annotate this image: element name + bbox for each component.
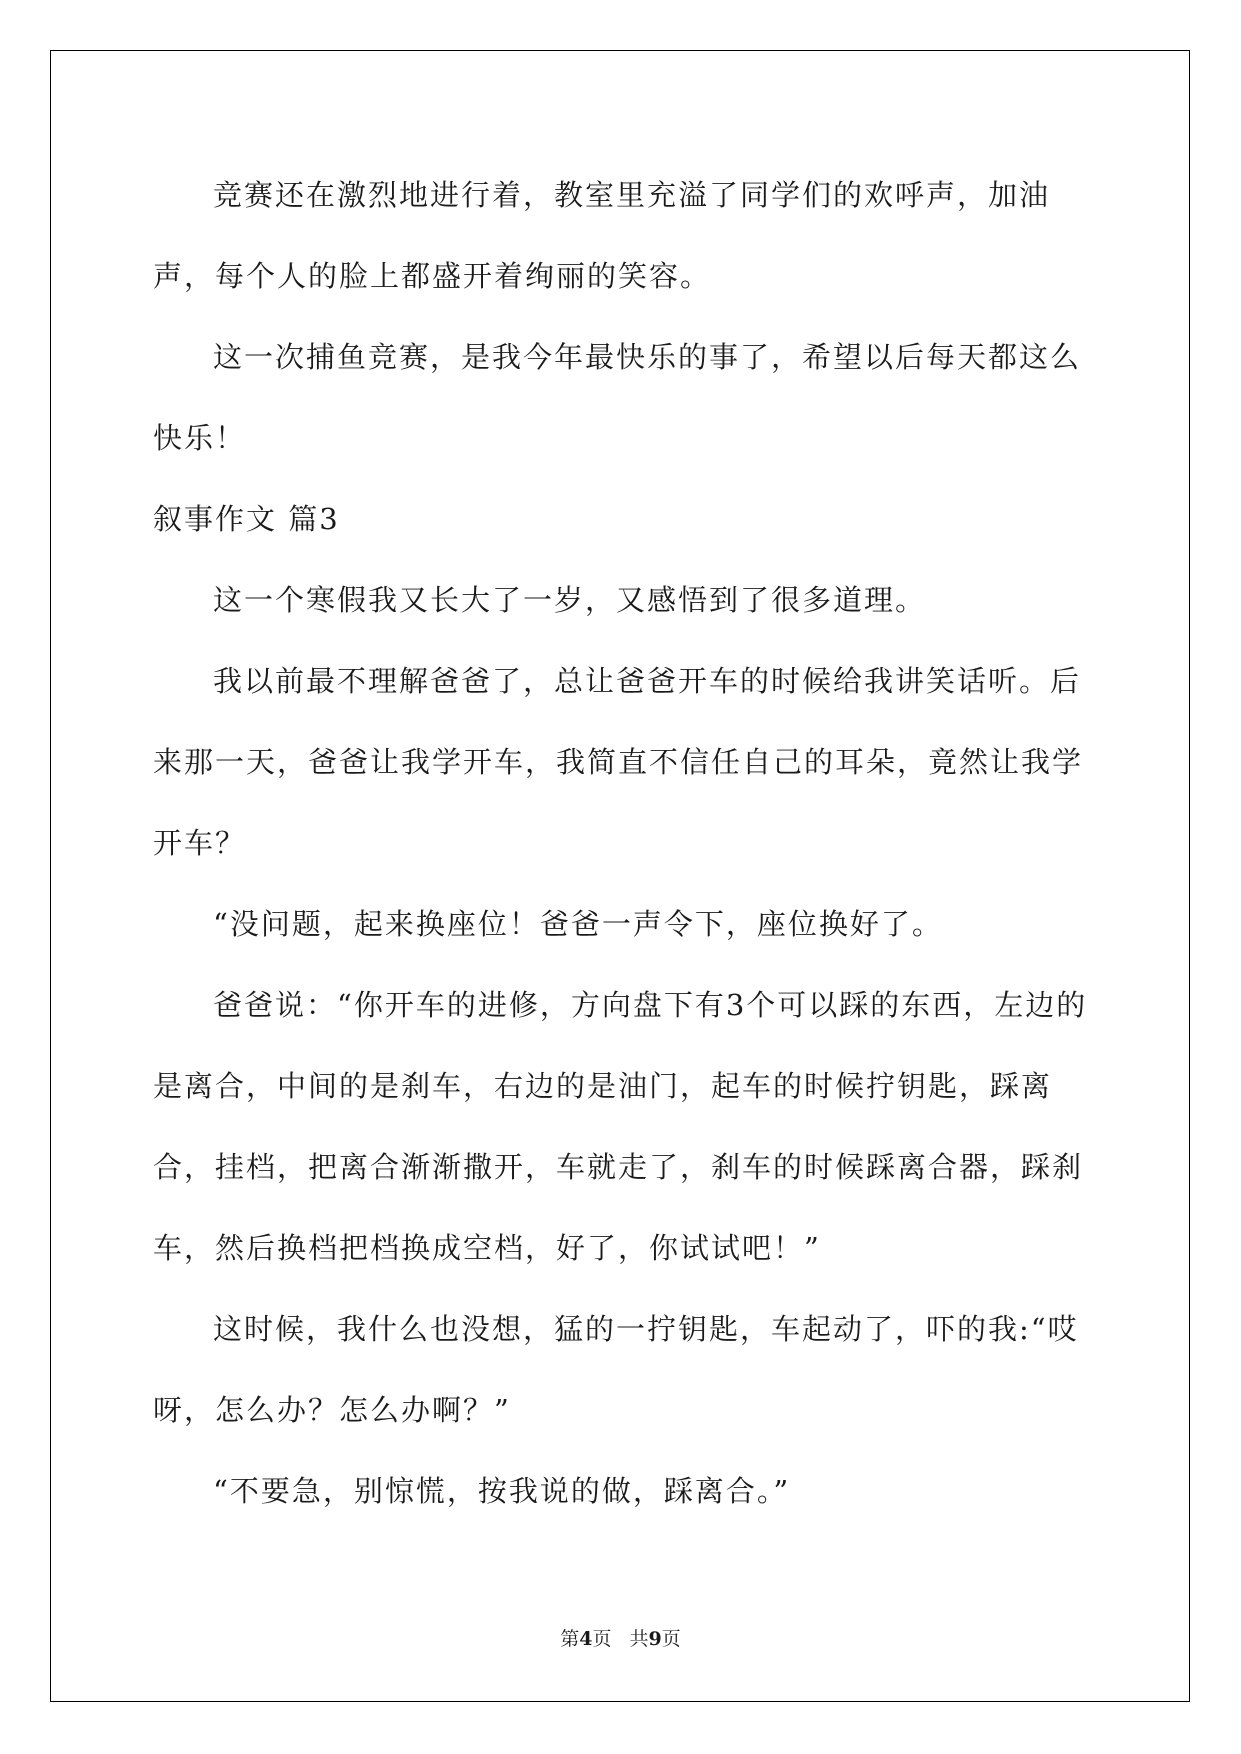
document-body bbox=[153, 155, 1093, 1532]
paragraph: 这一个寒假我又长大了一岁，又感悟到了很多道理。 bbox=[213, 583, 927, 617]
current-page-number: 4 bbox=[579, 1628, 593, 1650]
paragraph: “没问题，起来换座位！爸爸一声令下，座位换好了。 bbox=[213, 907, 943, 941]
page-footer bbox=[0, 1624, 1241, 1651]
footer-total-prefix: 共 bbox=[629, 1628, 649, 1650]
paragraph: 这一次捕鱼竞赛，是我今年最快乐的事了，希望以后每天都这么快乐！ bbox=[153, 340, 1082, 455]
paragraph: 我以前最不理解爸爸了，总让爸爸开车的时候给我讲笑话听。后来那一天，爸爸让我学开车，我简直不信任自己的耳朵，竟然让我学开车？ bbox=[153, 664, 1084, 860]
footer-total-suffix: 页 bbox=[661, 1628, 681, 1650]
footer-page-word: 页 bbox=[592, 1628, 612, 1650]
total-pages-number: 9 bbox=[648, 1628, 662, 1650]
footer-prefix: 第 bbox=[560, 1628, 580, 1650]
paragraph: 这时候，我什么也没想，猛的一拧钥匙，车起动了，吓的我:“哎呀，怎么办？怎么办啊？” bbox=[153, 1312, 1079, 1427]
paragraph: “不要急，别惊慌，按我说的做，踩离合。” bbox=[213, 1474, 791, 1508]
paragraph: 竞赛还在激烈地进行着，教室里充溢了同学们的欢呼声，加油声，每个人的脸上都盛开着绚丽的笑容。 bbox=[153, 178, 1051, 293]
section-heading: 叙事作文 篇3 bbox=[153, 502, 340, 536]
paragraph: 爸爸说：“你开车的进修，方向盘下有3个可以踩的东西，左边的是离合，中间的是刹车，右边的是油门，起车的时候拧钥匙，踩离合，挂档，把离合渐渐撒开，车就走了，刹车的时候踩离合器，踩刹车，然后换档把档换成空档，好了，你试试吧！” bbox=[153, 988, 1088, 1265]
